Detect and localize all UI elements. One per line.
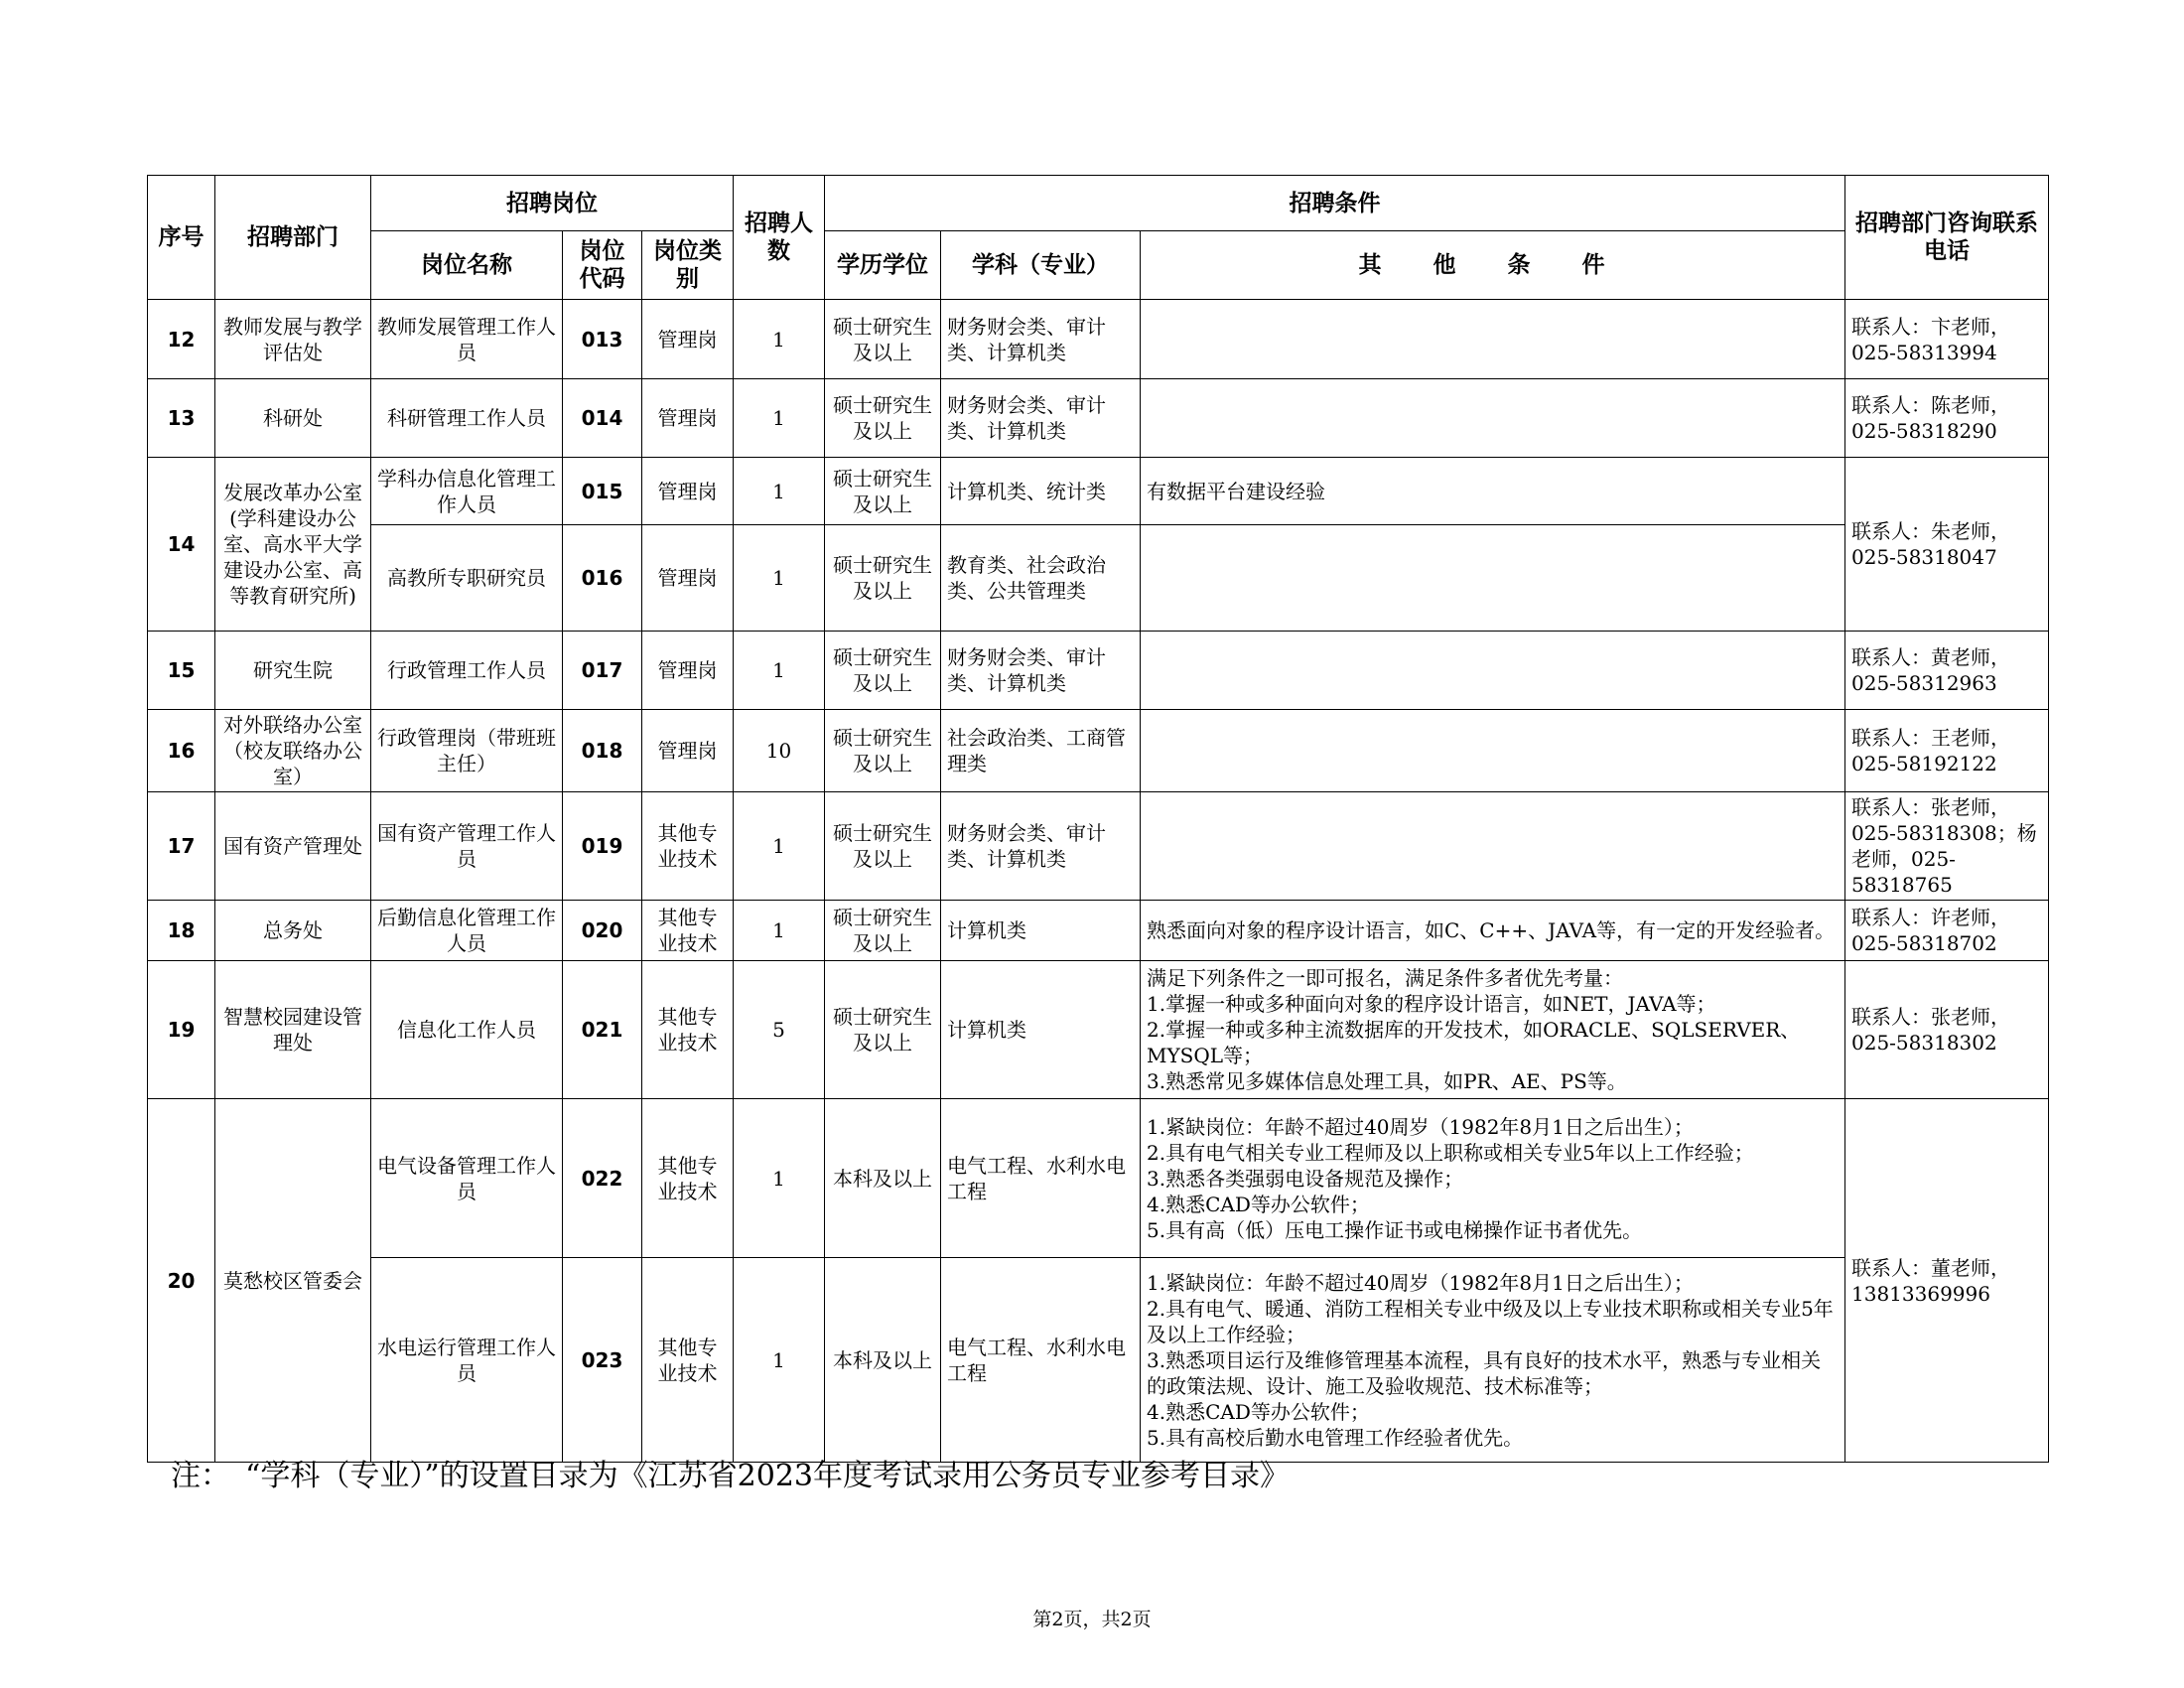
row-education: 硕士研究生及以上 [825, 458, 941, 525]
row-position-code: 018 [563, 710, 642, 792]
row-position-name: 科研管理工作人员 [371, 379, 563, 458]
table-row [148, 300, 2049, 379]
row-position-type: 其他专业技术 [642, 792, 734, 901]
row-contact: 联系人：朱老师，025-58318047 [1845, 458, 2049, 632]
row-position-type: 其他专业技术 [642, 1099, 734, 1258]
header-discipline: 学科（专业） [941, 231, 1141, 300]
row-discipline: 财务财会类、审计类、计算机类 [941, 792, 1141, 901]
table-row [148, 792, 2049, 901]
row-contact: 联系人：王老师，025-58192122 [1845, 710, 2049, 792]
row-dept: 智慧校园建设管理处 [215, 961, 371, 1099]
row-position-code: 014 [563, 379, 642, 458]
header-conditions-group: 招聘条件 [825, 176, 1845, 231]
row-dept: 科研处 [215, 379, 371, 458]
row-seq: 14 [148, 458, 215, 632]
row-contact: 联系人：黄老师，025-58312963 [1845, 632, 2049, 710]
table-row [148, 632, 2049, 710]
row-position-type: 其他专业技术 [642, 901, 734, 961]
row-dept: 发展改革办公室(学科建设办公室、高水平大学建设办公室、高等教育研究所) [215, 458, 371, 632]
row-position-code: 023 [563, 1258, 642, 1463]
row-contact: 联系人：张老师，025-58318302 [1845, 961, 2049, 1099]
row-position-name: 教师发展管理工作人员 [371, 300, 563, 379]
row-discipline: 财务财会类、审计类、计算机类 [941, 632, 1141, 710]
row-position-type: 其他专业技术 [642, 1258, 734, 1463]
row-other [1141, 300, 1845, 379]
row-position-code: 022 [563, 1099, 642, 1258]
table-row [148, 710, 2049, 792]
row-position-code: 017 [563, 632, 642, 710]
header-position-group: 招聘岗位 [371, 176, 734, 231]
table-row [148, 379, 2049, 458]
row-discipline: 财务财会类、审计类、计算机类 [941, 379, 1141, 458]
row-education: 本科及以上 [825, 1258, 941, 1463]
row-contact: 联系人：张老师，025-58318308；杨老师，025-58318765 [1845, 792, 2049, 901]
row-education: 硕士研究生及以上 [825, 525, 941, 632]
row-headcount: 1 [734, 792, 825, 901]
row-education: 硕士研究生及以上 [825, 792, 941, 901]
table-row [148, 458, 2049, 525]
row-contact: 联系人：卞老师，025-58313994 [1845, 300, 2049, 379]
row-education: 硕士研究生及以上 [825, 961, 941, 1099]
row-education: 硕士研究生及以上 [825, 710, 941, 792]
row-position-type: 管理岗 [642, 632, 734, 710]
row-seq: 12 [148, 300, 215, 379]
row-position-name: 行政管理岗（带班班主任） [371, 710, 563, 792]
row-headcount: 1 [734, 458, 825, 525]
row-other: 有数据平台建设经验 [1141, 458, 1845, 525]
row-position-name: 学科办信息化管理工作人员 [371, 458, 563, 525]
row-other: 熟悉面向对象的程序设计语言，如C、C++、JAVA等，有一定的开发经验者。 [1141, 901, 1845, 961]
header-position-name: 岗位名称 [371, 231, 563, 300]
row-position-code: 019 [563, 792, 642, 901]
table-note: 注： “学科（专业）”的设置目录为《江苏省2023年度考试录用公务员专业参考目录》 [171, 1459, 1291, 1493]
row-headcount: 1 [734, 1099, 825, 1258]
table-row [148, 901, 2049, 961]
row-discipline: 教育类、社会政治类、公共管理类 [941, 525, 1141, 632]
row-other [1141, 632, 1845, 710]
row-other: 1.紧缺岗位：年龄不超过40周岁（1982年8月1日之后出生）； 2.具有电气相关专业工程师及以上职称或相关专业5年以上工作经验； 3.熟悉各类强弱电设备规范及操作； 4.熟悉CAD等办公软件； 5.具有高（低）压电工操作证书或电梯操作证书者优先。 [1141, 1099, 1845, 1258]
row-discipline: 电气工程、水利水电工程 [941, 1258, 1141, 1463]
header-position-type: 岗位类别 [642, 231, 734, 300]
row-dept: 国有资产管理处 [215, 792, 371, 901]
row-position-code: 013 [563, 300, 642, 379]
row-headcount: 1 [734, 525, 825, 632]
row-other [1141, 710, 1845, 792]
table-row [148, 525, 2049, 632]
row-discipline: 财务财会类、审计类、计算机类 [941, 300, 1141, 379]
row-headcount: 10 [734, 710, 825, 792]
row-education: 本科及以上 [825, 1099, 941, 1258]
row-discipline: 社会政治类、工商管理类 [941, 710, 1141, 792]
row-contact: 联系人：许老师，025-58318702 [1845, 901, 2049, 961]
row-position-code: 021 [563, 961, 642, 1099]
row-position-name: 行政管理工作人员 [371, 632, 563, 710]
row-contact: 联系人：陈老师，025-58318290 [1845, 379, 2049, 458]
header-contact: 招聘部门咨询联系电话 [1845, 176, 2049, 300]
row-discipline: 计算机类 [941, 901, 1141, 961]
row-headcount: 1 [734, 300, 825, 379]
row-other [1141, 792, 1845, 901]
header-headcount: 招聘人数 [734, 176, 825, 300]
row-seq: 16 [148, 710, 215, 792]
table-row [148, 1258, 2049, 1463]
row-other [1141, 379, 1845, 458]
table-row [148, 961, 2049, 1099]
row-position-name: 信息化工作人员 [371, 961, 563, 1099]
row-position-code: 015 [563, 458, 642, 525]
row-headcount: 1 [734, 1258, 825, 1463]
row-seq: 19 [148, 961, 215, 1099]
row-headcount: 1 [734, 379, 825, 458]
row-education: 硕士研究生及以上 [825, 632, 941, 710]
header-seq: 序号 [148, 176, 215, 300]
row-seq: 13 [148, 379, 215, 458]
header-other: 其 他 条 件 [1141, 231, 1845, 300]
row-position-code: 020 [563, 901, 642, 961]
table-row [148, 1099, 2049, 1258]
row-position-name: 后勤信息化管理工作人员 [371, 901, 563, 961]
row-other [1141, 525, 1845, 632]
row-education: 硕士研究生及以上 [825, 300, 941, 379]
header-dept: 招聘部门 [215, 176, 371, 300]
row-discipline: 电气工程、水利水电工程 [941, 1099, 1141, 1258]
row-position-name: 国有资产管理工作人员 [371, 792, 563, 901]
row-dept: 莫愁校区管委会 [215, 1099, 371, 1463]
row-position-type: 管理岗 [642, 710, 734, 792]
row-other: 满足下列条件之一即可报名，满足条件多者优先考量： 1.掌握一种或多种面向对象的程序设计语言，如NET，JAVA等； 2.掌握一种或多种主流数据库的开发技术，如ORACLE、SQLSERVER、MYSQL等； 3.熟悉常见多媒体信息处理工具，如PR、AE、PS等。 [1141, 961, 1845, 1099]
row-seq: 20 [148, 1099, 215, 1463]
row-seq: 15 [148, 632, 215, 710]
row-contact: 联系人：董老师，13813369996 [1845, 1099, 2049, 1463]
row-dept: 研究生院 [215, 632, 371, 710]
row-discipline: 计算机类 [941, 961, 1141, 1099]
row-dept: 对外联络办公室（校友联络办公室） [215, 710, 371, 792]
header-position-code: 岗位代码 [563, 231, 642, 300]
row-seq: 17 [148, 792, 215, 901]
row-education: 硕士研究生及以上 [825, 379, 941, 458]
row-position-code: 016 [563, 525, 642, 632]
row-headcount: 5 [734, 961, 825, 1099]
row-discipline: 计算机类、统计类 [941, 458, 1141, 525]
row-headcount: 1 [734, 901, 825, 961]
header-education: 学历学位 [825, 231, 941, 300]
row-position-type: 其他专业技术 [642, 961, 734, 1099]
row-other: 1.紧缺岗位：年龄不超过40周岁（1982年8月1日之后出生）； 2.具有电气、暖通、消防工程相关专业中级及以上专业技术职称或相关专业5年及以上工作经验； 3.熟悉项目运行及维修管理基本流程，具有良好的技术水平，熟悉与专业相关的政策法规、设计、施工及验收规范、技术标准等； 4.熟悉CAD等办公软件； 5.具有高校后勤水电管理工作经验者优先。 [1141, 1258, 1845, 1463]
row-seq: 18 [148, 901, 215, 961]
page-footer: 第2页，共2页 [1032, 1609, 1152, 1630]
row-education: 硕士研究生及以上 [825, 901, 941, 961]
row-position-type: 管理岗 [642, 525, 734, 632]
row-position-type: 管理岗 [642, 458, 734, 525]
row-position-type: 管理岗 [642, 379, 734, 458]
row-position-name: 水电运行管理工作人员 [371, 1258, 563, 1463]
row-dept: 教师发展与教学评估处 [215, 300, 371, 379]
row-headcount: 1 [734, 632, 825, 710]
recruitment-table [147, 175, 2049, 1463]
row-position-name: 电气设备管理工作人员 [371, 1099, 563, 1258]
row-dept: 总务处 [215, 901, 371, 961]
row-position-name: 高教所专职研究员 [371, 525, 563, 632]
row-position-type: 管理岗 [642, 300, 734, 379]
